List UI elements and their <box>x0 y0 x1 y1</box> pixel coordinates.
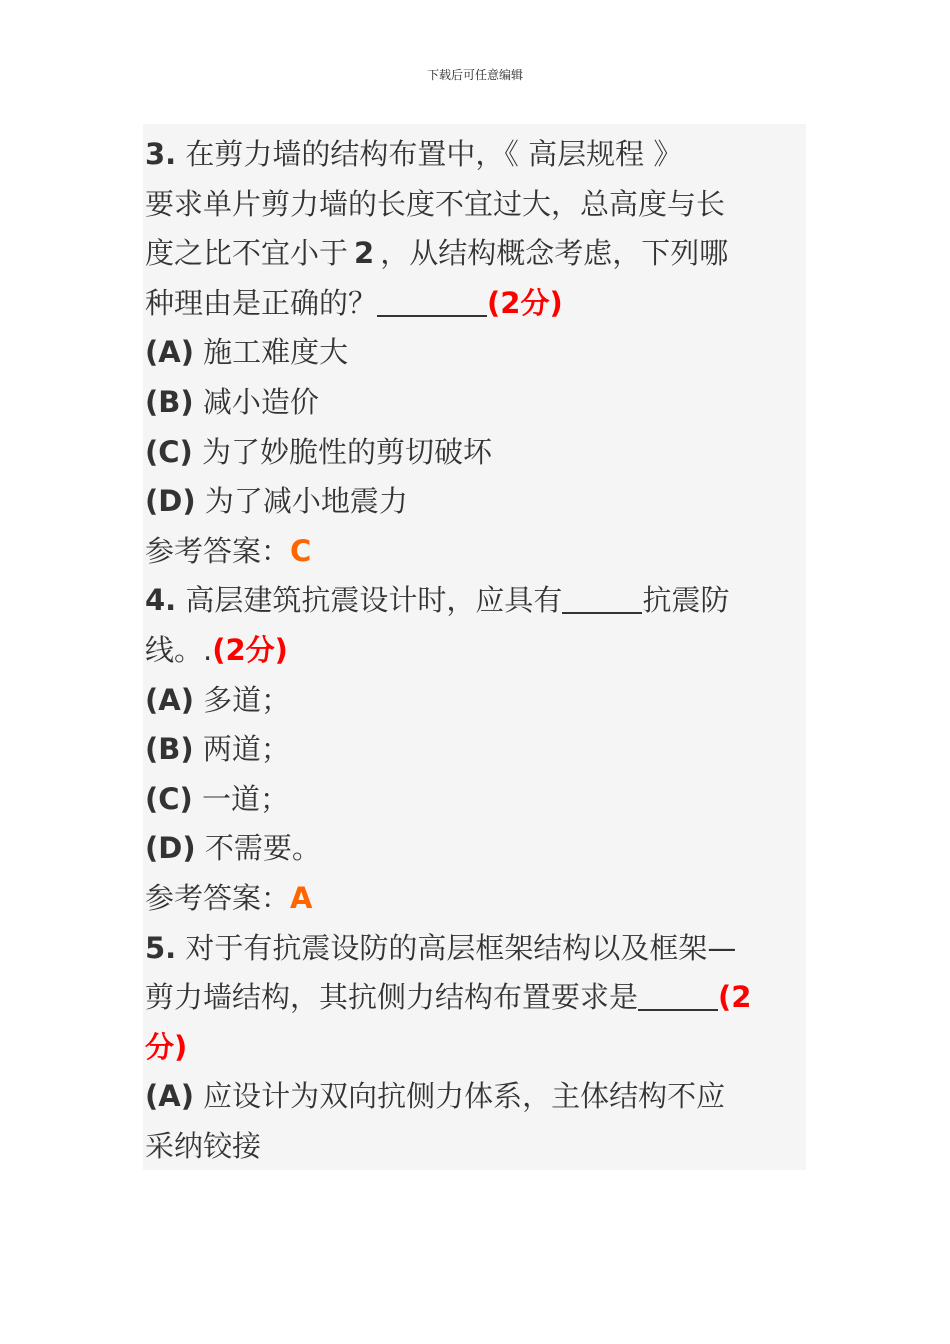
question-text: 在剪力墙的结构布置中，《 高层规程 》 <box>185 137 683 171</box>
option-text: 施工难度大 <box>203 335 349 370</box>
question-text: ，从结构概念考虑，下列哪 <box>380 236 729 271</box>
option-a-continued <box>145 1122 806 1170</box>
reference-answer <box>145 874 806 924</box>
answer-value: C <box>290 533 312 568</box>
answer-blank <box>377 286 487 317</box>
option-label: (D) <box>145 484 196 519</box>
option-text: 不需要。 <box>204 831 321 866</box>
question-list <box>143 124 806 1170</box>
question-5 <box>145 924 806 1171</box>
score-badge: (2分) <box>487 285 563 320</box>
reference-answer <box>145 527 806 577</box>
answer-blank <box>562 583 642 614</box>
question-4-line-2 <box>145 626 806 676</box>
answer-value: A <box>290 880 313 915</box>
question-5-line-3 <box>145 1023 806 1073</box>
question-5-line-1 <box>145 924 806 974</box>
question-text: 种理由是正确的？ <box>145 285 378 320</box>
option-label: (C) <box>145 434 193 469</box>
option-label: (C) <box>145 781 193 816</box>
option-a <box>145 328 806 378</box>
question-3-line-1 <box>145 130 806 180</box>
question-text: 要求单片剪力墙的长度不宜过大，总高度与长 <box>145 186 726 221</box>
option-d <box>145 477 806 527</box>
score-badge: 分) <box>145 1029 188 1064</box>
option-text: 一道； <box>202 781 290 816</box>
option-label: (A) <box>145 335 194 370</box>
ratio-value: 2 <box>354 236 375 271</box>
question-4-line-1 <box>145 576 806 626</box>
question-number: 5. <box>145 930 177 965</box>
option-b <box>145 725 806 775</box>
question-3 <box>145 130 806 576</box>
answer-label: 参考答案： <box>145 880 291 915</box>
score-badge: (2分) <box>212 632 288 667</box>
question-3-line-3 <box>145 229 806 279</box>
question-number: 3. <box>145 137 177 171</box>
option-text: 应设计为双向抗侧力体系，主体结构不应 <box>203 1079 726 1114</box>
question-text: 度之比不宜小于 <box>145 236 349 271</box>
question-4 <box>145 576 806 923</box>
question-text: 剪力墙结构，其抗侧力结构布置要求是 <box>145 980 639 1015</box>
option-c <box>145 775 806 825</box>
option-text: 两道； <box>202 732 290 767</box>
question-3-line-2 <box>145 180 806 230</box>
option-label: (B) <box>145 732 194 767</box>
answer-blank <box>638 980 718 1011</box>
question-text: 对于有抗震设防的高层框架结构以及框架— <box>185 930 737 965</box>
option-d <box>145 824 806 874</box>
option-b <box>145 378 806 428</box>
option-text: 为了妙脆性的剪切破坏 <box>202 434 493 469</box>
question-text: 高层建筑抗震设计时，应具有 <box>185 583 563 618</box>
answer-label: 参考答案： <box>145 533 291 568</box>
page-header: 下载后可任意编辑 <box>426 68 523 82</box>
option-text: 减小造价 <box>202 384 319 419</box>
option-label: (B) <box>145 384 194 419</box>
option-text: 采纳铰接 <box>145 1128 262 1163</box>
option-label: (A) <box>145 682 194 717</box>
option-text: 多道； <box>203 682 291 717</box>
question-5-line-2 <box>145 973 806 1023</box>
score-badge: (2 <box>718 980 752 1015</box>
option-label: (A) <box>145 1079 194 1114</box>
question-3-line-4 <box>145 279 806 329</box>
option-text: 为了减小地震力 <box>204 484 408 519</box>
option-a <box>145 1072 806 1122</box>
question-text: 线。. <box>145 632 213 667</box>
question-text: 抗震防 <box>642 583 730 618</box>
option-c <box>145 428 806 478</box>
option-label: (D) <box>145 831 196 866</box>
question-number: 4. <box>145 583 177 618</box>
option-a <box>145 676 806 726</box>
